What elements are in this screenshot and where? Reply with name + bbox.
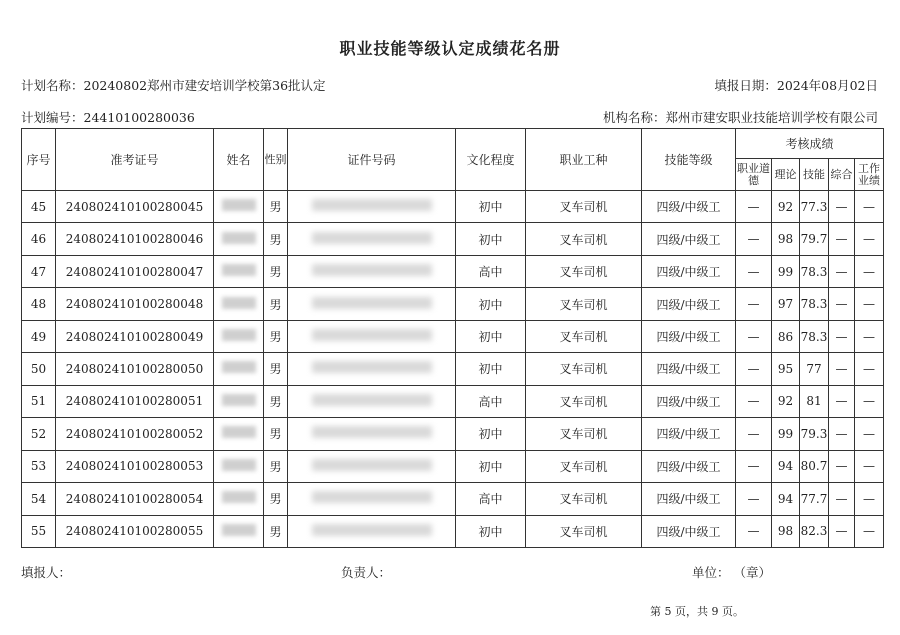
cell-theory: 92	[772, 385, 800, 417]
cell-ethics: —	[736, 191, 772, 223]
cell-name	[214, 255, 264, 287]
redacted-name	[222, 524, 256, 536]
cell-seq: 50	[22, 353, 56, 385]
cell-name	[214, 385, 264, 417]
cell-level: 四级/中级工	[642, 483, 736, 515]
cell-exam-id: 240802410100280045	[56, 191, 214, 223]
cell-level: 四级/中级工	[642, 515, 736, 547]
cell-performance: —	[855, 385, 884, 417]
cell-gender: 男	[264, 288, 288, 320]
cell-comprehensive: —	[829, 191, 855, 223]
cell-name	[214, 191, 264, 223]
redacted-id-number	[312, 199, 432, 211]
cell-skill: 78.3	[800, 288, 829, 320]
cell-occupation: 叉车司机	[526, 255, 642, 287]
table-row	[22, 255, 884, 287]
cell-education: 初中	[456, 450, 526, 482]
cell-theory: 98	[772, 515, 800, 547]
cell-exam-id: 240802410100280047	[56, 255, 214, 287]
cell-skill: 82.3	[800, 515, 829, 547]
cell-skill: 77	[800, 353, 829, 385]
cell-theory: 94	[772, 450, 800, 482]
header-performance: 工作业绩	[855, 159, 884, 191]
cell-name	[214, 353, 264, 385]
cell-id-number	[288, 483, 456, 515]
cell-skill: 79.7	[800, 223, 829, 255]
cell-gender: 男	[264, 515, 288, 547]
footer-filler: 填报人：	[21, 565, 72, 580]
cell-performance: —	[855, 483, 884, 515]
cell-theory: 95	[772, 353, 800, 385]
redacted-id-number	[312, 426, 432, 438]
header-skill: 技能	[800, 159, 829, 191]
header-scores: 考核成绩	[736, 129, 884, 159]
cell-occupation: 叉车司机	[526, 385, 642, 417]
cell-gender: 男	[264, 255, 288, 287]
header-theory: 理论	[772, 159, 800, 191]
plan-name: 计划名称：20240802郑州市建安培训学校第36批认定	[21, 78, 326, 93]
redacted-name	[222, 232, 256, 244]
page-indicator: 第 5 页，共 9 页。	[650, 605, 744, 618]
redacted-id-number	[312, 329, 432, 341]
cell-education: 初中	[456, 515, 526, 547]
cell-theory: 97	[772, 288, 800, 320]
cell-occupation: 叉车司机	[526, 450, 642, 482]
header-seq: 序号	[22, 129, 56, 191]
cell-seq: 47	[22, 255, 56, 287]
cell-gender: 男	[264, 418, 288, 450]
cell-exam-id: 240802410100280055	[56, 515, 214, 547]
cell-name	[214, 288, 264, 320]
score-roster-table	[21, 128, 884, 548]
cell-performance: —	[855, 288, 884, 320]
cell-ethics: —	[736, 255, 772, 287]
cell-gender: 男	[264, 483, 288, 515]
cell-name	[214, 320, 264, 352]
cell-level: 四级/中级工	[642, 418, 736, 450]
institution-name: 机构名称：郑州市建安职业技能培训学校有限公司	[602, 110, 878, 125]
cell-gender: 男	[264, 353, 288, 385]
header-education: 文化程度	[456, 129, 526, 191]
cell-skill: 79.3	[800, 418, 829, 450]
cell-skill: 78.3	[800, 320, 829, 352]
cell-id-number	[288, 450, 456, 482]
redacted-name	[222, 426, 256, 438]
cell-theory: 86	[772, 320, 800, 352]
cell-seq: 46	[22, 223, 56, 255]
cell-occupation: 叉车司机	[526, 288, 642, 320]
cell-id-number	[288, 288, 456, 320]
header-id-number: 证件号码	[288, 129, 456, 191]
cell-occupation: 叉车司机	[526, 353, 642, 385]
cell-gender: 男	[264, 385, 288, 417]
table-row	[22, 191, 884, 223]
cell-education: 初中	[456, 418, 526, 450]
redacted-id-number	[312, 459, 432, 471]
table-row	[22, 385, 884, 417]
cell-performance: —	[855, 353, 884, 385]
cell-level: 四级/中级工	[642, 191, 736, 223]
cell-level: 四级/中级工	[642, 223, 736, 255]
cell-education: 高中	[456, 385, 526, 417]
header-comprehensive: 综合	[829, 159, 855, 191]
header-ethics: 职业道德	[736, 159, 772, 191]
cell-occupation: 叉车司机	[526, 191, 642, 223]
cell-gender: 男	[264, 320, 288, 352]
cell-education: 初中	[456, 353, 526, 385]
redacted-id-number	[312, 361, 432, 373]
cell-comprehensive: —	[829, 353, 855, 385]
cell-occupation: 叉车司机	[526, 320, 642, 352]
cell-performance: —	[855, 515, 884, 547]
cell-education: 高中	[456, 255, 526, 287]
cell-theory: 98	[772, 223, 800, 255]
document-title: 职业技能等级认定成绩花名册	[339, 39, 561, 58]
cell-level: 四级/中级工	[642, 385, 736, 417]
table-row	[22, 418, 884, 450]
cell-seq: 49	[22, 320, 56, 352]
cell-exam-id: 240802410100280046	[56, 223, 214, 255]
cell-theory: 99	[772, 418, 800, 450]
cell-seq: 51	[22, 385, 56, 417]
cell-id-number	[288, 191, 456, 223]
cell-education: 初中	[456, 320, 526, 352]
cell-theory: 92	[772, 191, 800, 223]
cell-exam-id: 240802410100280054	[56, 483, 214, 515]
cell-id-number	[288, 223, 456, 255]
fill-date: 填报日期：2024年08月02日	[714, 78, 878, 93]
cell-seq: 52	[22, 418, 56, 450]
cell-ethics: —	[736, 385, 772, 417]
cell-skill: 78.3	[800, 255, 829, 287]
cell-ethics: —	[736, 223, 772, 255]
cell-theory: 99	[772, 255, 800, 287]
cell-id-number	[288, 255, 456, 287]
cell-comprehensive: —	[829, 255, 855, 287]
footer-unit: 单位： （章）	[692, 565, 771, 580]
cell-skill: 81	[800, 385, 829, 417]
cell-ethics: —	[736, 483, 772, 515]
cell-ethics: —	[736, 320, 772, 352]
cell-id-number	[288, 385, 456, 417]
cell-name	[214, 450, 264, 482]
cell-skill: 80.7	[800, 450, 829, 482]
cell-gender: 男	[264, 223, 288, 255]
redacted-id-number	[312, 232, 432, 244]
cell-comprehensive: —	[829, 223, 855, 255]
cell-name	[214, 483, 264, 515]
table-header-row	[22, 129, 884, 159]
header-gender: 性别	[264, 129, 288, 191]
cell-level: 四级/中级工	[642, 255, 736, 287]
cell-exam-id: 240802410100280051	[56, 385, 214, 417]
redacted-name	[222, 491, 256, 503]
cell-exam-id: 240802410100280048	[56, 288, 214, 320]
cell-comprehensive: —	[829, 515, 855, 547]
table-row	[22, 288, 884, 320]
cell-gender: 男	[264, 191, 288, 223]
redacted-id-number	[312, 524, 432, 536]
cell-ethics: —	[736, 353, 772, 385]
redacted-name	[222, 394, 256, 406]
cell-education: 初中	[456, 288, 526, 320]
redacted-name	[222, 297, 256, 309]
cell-comprehensive: —	[829, 385, 855, 417]
table-row	[22, 223, 884, 255]
cell-theory: 94	[772, 483, 800, 515]
header-name: 姓名	[214, 129, 264, 191]
cell-level: 四级/中级工	[642, 450, 736, 482]
redacted-id-number	[312, 297, 432, 309]
cell-ethics: —	[736, 288, 772, 320]
cell-ethics: —	[736, 418, 772, 450]
cell-occupation: 叉车司机	[526, 223, 642, 255]
cell-id-number	[288, 418, 456, 450]
cell-name	[214, 223, 264, 255]
cell-ethics: —	[736, 515, 772, 547]
cell-seq: 48	[22, 288, 56, 320]
cell-comprehensive: —	[829, 418, 855, 450]
cell-comprehensive: —	[829, 320, 855, 352]
redacted-id-number	[312, 394, 432, 406]
cell-comprehensive: —	[829, 450, 855, 482]
redacted-name	[222, 361, 256, 373]
redacted-name	[222, 459, 256, 471]
cell-comprehensive: —	[829, 288, 855, 320]
cell-gender: 男	[264, 450, 288, 482]
table-row	[22, 320, 884, 352]
cell-performance: —	[855, 191, 884, 223]
cell-performance: —	[855, 320, 884, 352]
table-row	[22, 483, 884, 515]
cell-name	[214, 418, 264, 450]
table-row	[22, 515, 884, 547]
cell-education: 初中	[456, 191, 526, 223]
cell-id-number	[288, 515, 456, 547]
cell-exam-id: 240802410100280052	[56, 418, 214, 450]
cell-education: 初中	[456, 223, 526, 255]
header-exam-id: 准考证号	[56, 129, 214, 191]
header-level: 技能等级	[642, 129, 736, 191]
cell-name	[214, 515, 264, 547]
redacted-id-number	[312, 264, 432, 276]
table-row	[22, 353, 884, 385]
cell-seq: 55	[22, 515, 56, 547]
cell-seq: 45	[22, 191, 56, 223]
cell-exam-id: 240802410100280050	[56, 353, 214, 385]
cell-seq: 53	[22, 450, 56, 482]
table-row	[22, 450, 884, 482]
cell-occupation: 叉车司机	[526, 418, 642, 450]
header-occupation: 职业工种	[526, 129, 642, 191]
redacted-id-number	[312, 491, 432, 503]
cell-level: 四级/中级工	[642, 288, 736, 320]
cell-ethics: —	[736, 450, 772, 482]
cell-skill: 77.3	[800, 191, 829, 223]
cell-performance: —	[855, 450, 884, 482]
cell-exam-id: 240802410100280053	[56, 450, 214, 482]
cell-education: 高中	[456, 483, 526, 515]
cell-skill: 77.7	[800, 483, 829, 515]
cell-occupation: 叉车司机	[526, 515, 642, 547]
footer-responsible: 负责人：	[341, 565, 392, 580]
cell-exam-id: 240802410100280049	[56, 320, 214, 352]
redacted-name	[222, 264, 256, 276]
cell-id-number	[288, 320, 456, 352]
cell-comprehensive: —	[829, 483, 855, 515]
cell-id-number	[288, 353, 456, 385]
cell-performance: —	[855, 223, 884, 255]
cell-performance: —	[855, 255, 884, 287]
redacted-name	[222, 329, 256, 341]
cell-occupation: 叉车司机	[526, 483, 642, 515]
plan-number: 计划编号：24410100280036	[21, 110, 195, 125]
cell-seq: 54	[22, 483, 56, 515]
cell-level: 四级/中级工	[642, 320, 736, 352]
cell-performance: —	[855, 418, 884, 450]
redacted-name	[222, 199, 256, 211]
cell-level: 四级/中级工	[642, 353, 736, 385]
